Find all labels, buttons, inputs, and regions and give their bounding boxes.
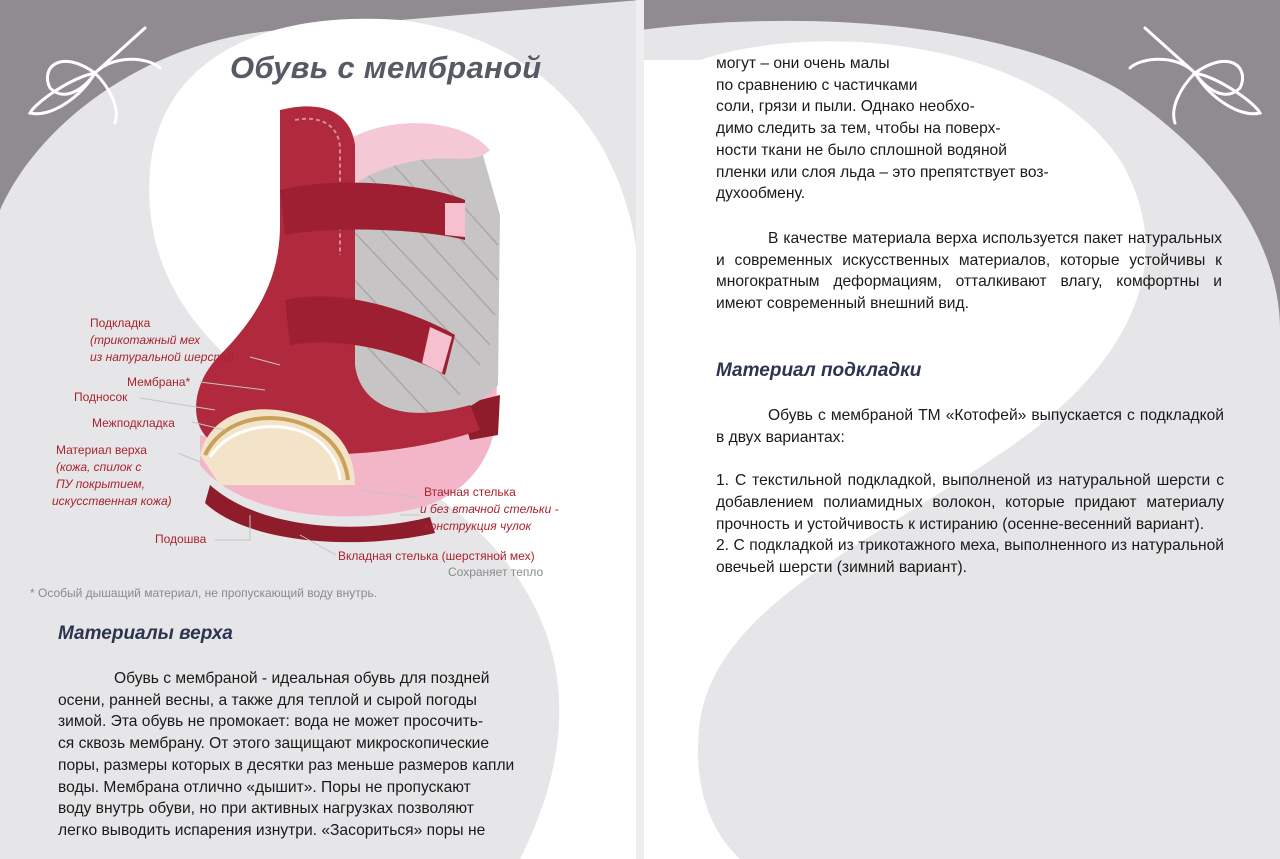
paragraph-line: соли, грязи и пыли. Однако необхо- [716, 98, 975, 116]
paragraph-line: легко выводить испарения изнутри. «Засориться» поры не [58, 821, 486, 839]
dragonfly-icon-right [1120, 18, 1270, 128]
label-upper-material: Материал верха [56, 443, 147, 457]
paragraph-line: ся сквозь мембрану. От этого защищают микроскопические [58, 735, 490, 753]
lining-intro: Обувь с мембраной ТМ «Котофей» выпускается с подкладкой в двух вариантах: [716, 407, 1224, 446]
paragraph-line: духообмену. [716, 185, 806, 203]
paragraph-line: ности ткани не было сплошной водяной [716, 141, 1007, 159]
label-sole: Подошва [155, 532, 207, 546]
diagram-leader-lines [0, 0, 640, 600]
continued-paragraph [716, 53, 1116, 205]
upper-material-description [716, 228, 1222, 315]
label-upper-detail-2: ПУ покрытием, [56, 477, 145, 491]
paragraph-line: поры, размеры которых в десятки раз меньше размеров капли [58, 756, 515, 774]
label-lining-detail-2: из натуральной шерсти) [90, 350, 235, 364]
label-lining-detail-1: (трикотажный мех [90, 333, 201, 347]
label-lining: Подкладка [90, 316, 151, 330]
upper-materials-paragraph [58, 668, 574, 842]
label-membrane: Мембрана* [127, 375, 191, 389]
paragraph-line: димо следить за тем, чтобы на поверх- [716, 120, 1001, 138]
label-upper-detail-1: (кожа, спилок с [56, 460, 142, 474]
label-toe-cap: Подносок [74, 390, 128, 404]
paragraph-line: осени, ранней весны, а также для теплой и сырой погоды [58, 691, 477, 709]
label-removable-insole: Вкладная стелька (шерстяной мех) [338, 549, 535, 563]
paragraph-line: по сравнению с частичками [716, 76, 918, 94]
label-insole: Втачная стелька [424, 485, 516, 499]
upper-material-paragraph: В качестве материала верха используется пакет натуральных и современных искусственных материалов, которые устойчивы к многократным деформациям, отталкивают влагу, комфортны и имеют современный внешний вид. [716, 230, 1222, 313]
paragraph-line: воду внутрь обуви, но при активных нагрузках позволяют [58, 800, 474, 818]
lining-material-heading: Материал подкладки [716, 360, 922, 381]
label-upper-detail-3: искусственная кожа) [52, 494, 172, 508]
lining-option-2: 2. С подкладкой из трикотажного меха, выполненного из натуральной овечьей шерсти (зимний вариант). [716, 537, 1224, 576]
lining-option-1: 1. С текстильной подкладкой, выполненой из натуральной шерсти с добавлением полиамидных волокон, которые придают материалу прочность и устойчивость к истиранию (осенне-весенний вариант). [716, 472, 1224, 533]
paragraph-line: воды. Мембрана отлично «дышит». Поры не пропускают [58, 778, 471, 796]
label-interlining: Межподкладка [92, 416, 175, 430]
label-insole-detail-1: и без втачной стельки - [420, 502, 559, 516]
paragraph-line: зимой. Эта обувь не промокает: вода не может просочить- [58, 713, 484, 731]
membrane-footnote: * Особый дышащий материал, не пропускающий воду внутрь. [30, 586, 378, 600]
paragraph-line: Обувь с мембраной - идеальная обувь для поздней [114, 670, 490, 687]
paragraph-line: пленки или слоя льда – это препятствует воз- [716, 163, 1049, 181]
label-keeps-warm: Сохраняет тепло [448, 565, 544, 579]
label-insole-detail-2: конструкция чулок [424, 519, 532, 533]
lining-description [716, 405, 1224, 579]
page-title: Обувь с мембраной [230, 50, 542, 85]
paragraph-line: могут – они очень малы [716, 55, 890, 72]
upper-materials-heading: Материалы верха [58, 623, 233, 644]
